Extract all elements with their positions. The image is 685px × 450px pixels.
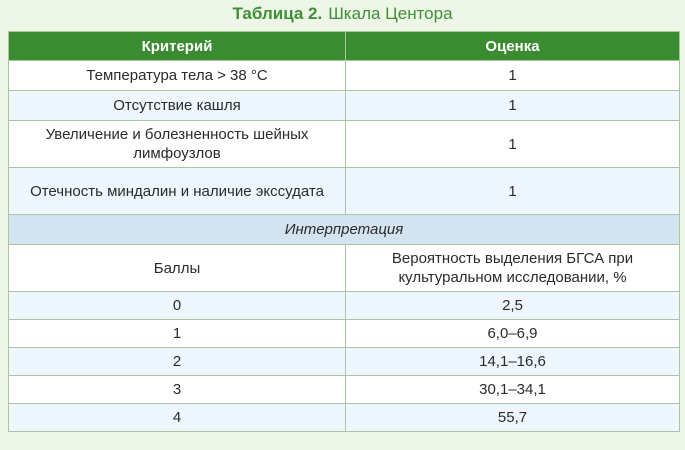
header-score: Оценка <box>346 32 680 61</box>
score-row <box>9 404 680 432</box>
score-points: 2 <box>9 348 346 376</box>
header-probability: Вероятность выделения БГСА при культуральном исследовании, % <box>346 245 680 292</box>
criterion-score: 1 <box>346 91 680 121</box>
table-title-text: Шкала Центора <box>328 4 453 23</box>
score-probability: 14,1–16,6 <box>346 348 680 376</box>
score-points: 3 <box>9 376 346 404</box>
criterion-name: Отечность миндалин и наличие экссудата <box>9 168 346 215</box>
interpretation-label: Интерпретация <box>9 215 680 245</box>
table-title-number: Таблица 2. <box>232 4 323 23</box>
score-row <box>9 376 680 404</box>
criterion-name: Отсутствие кашля <box>9 91 346 121</box>
score-row <box>9 292 680 320</box>
criterion-name: Температура тела > 38 °С <box>9 61 346 91</box>
criterion-score: 1 <box>346 61 680 91</box>
table-title <box>0 0 685 31</box>
criterion-score: 1 <box>346 121 680 168</box>
score-points: 4 <box>9 404 346 432</box>
score-probability: 30,1–34,1 <box>346 376 680 404</box>
header-criterion: Критерий <box>9 32 346 61</box>
score-points: 1 <box>9 320 346 348</box>
score-probability: 55,7 <box>346 404 680 432</box>
score-probability: 2,5 <box>346 292 680 320</box>
criterion-score: 1 <box>346 168 680 215</box>
score-row <box>9 320 680 348</box>
criterion-row <box>9 121 680 168</box>
criterion-row <box>9 168 680 215</box>
criterion-row <box>9 91 680 121</box>
centor-score-table <box>8 31 680 432</box>
score-row <box>9 348 680 376</box>
header-points: Баллы <box>9 245 346 292</box>
score-probability: 6,0–6,9 <box>346 320 680 348</box>
criterion-name: Увеличение и болезненность шейных лимфоузлов <box>9 121 346 168</box>
interpretation-section-row <box>9 215 680 245</box>
header-row <box>9 32 680 61</box>
criterion-row <box>9 61 680 91</box>
score-points: 0 <box>9 292 346 320</box>
interpretation-header-row <box>9 245 680 292</box>
